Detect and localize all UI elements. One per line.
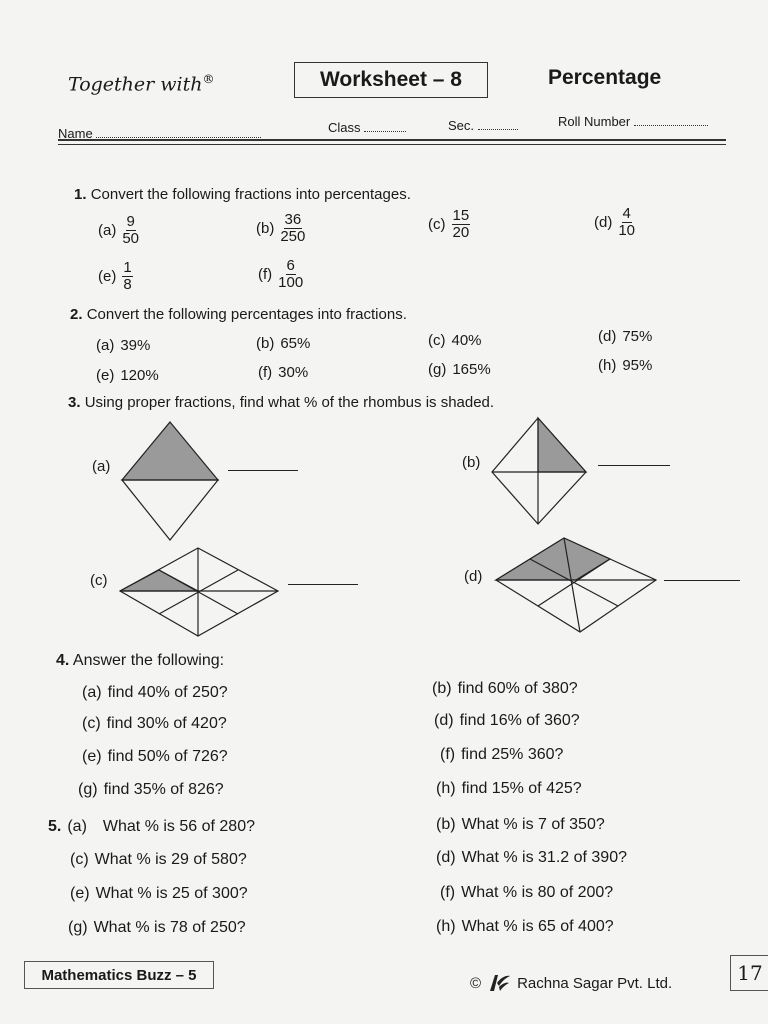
q1-item-c xyxy=(428,208,470,241)
fraction xyxy=(122,214,139,247)
item-label: (f) xyxy=(258,364,273,381)
fraction xyxy=(618,206,635,239)
q1-item-b xyxy=(256,212,305,245)
class-label: Class xyxy=(328,120,361,135)
item-text: What % is 29 of 580? xyxy=(94,851,247,868)
numerator: 6 xyxy=(286,257,295,274)
q4-item-g xyxy=(78,781,224,799)
item-label: (b) xyxy=(436,816,456,833)
item-label: (e) xyxy=(82,748,102,765)
item-label: (a) xyxy=(82,684,102,701)
denominator: 10 xyxy=(618,222,636,239)
item-value: 165% xyxy=(452,361,491,378)
worksheet-title: Worksheet – 8 xyxy=(294,62,488,98)
roll-field[interactable] xyxy=(558,114,708,129)
item-text: What % is 25 of 300? xyxy=(95,885,248,902)
shaded-region xyxy=(122,422,218,480)
q5-item-h xyxy=(436,918,614,936)
name-label: Name xyxy=(58,126,93,141)
unshaded-region xyxy=(122,480,218,540)
item-label: (d) xyxy=(598,328,617,345)
item-text: find 40% of 250? xyxy=(107,684,228,701)
sec-label: Sec. xyxy=(448,118,475,133)
item-label: (e) xyxy=(98,268,117,285)
q4-item-a xyxy=(82,684,228,702)
brand-logo xyxy=(68,72,215,95)
question-4 xyxy=(56,652,224,670)
fraction xyxy=(278,258,303,291)
q3-label-b: (b) xyxy=(462,454,481,471)
question-text: Convert the following percentages into fractions. xyxy=(86,306,407,323)
denominator: 20 xyxy=(452,224,470,241)
answer-blank-b[interactable] xyxy=(598,465,670,466)
q5-item-a xyxy=(48,818,255,836)
item-label: (e) xyxy=(70,885,90,902)
topic-title: Percentage xyxy=(548,66,662,89)
item-label: (h) xyxy=(436,780,456,797)
item-label: (a) xyxy=(96,337,115,354)
q2-item-a xyxy=(96,337,150,354)
item-label: (a) xyxy=(67,818,87,835)
question-1 xyxy=(74,186,411,203)
q5-item-e xyxy=(70,885,248,903)
q5-item-g xyxy=(68,919,246,937)
item-label: (c) xyxy=(70,851,89,868)
shaded-region xyxy=(120,570,198,591)
question-number: 2. xyxy=(70,306,83,323)
item-text: What % is 7 of 350? xyxy=(461,816,605,833)
item-value: 39% xyxy=(120,337,151,354)
item-text: What % is 80 of 200? xyxy=(461,884,614,901)
item-text: find 15% of 425? xyxy=(461,780,582,797)
q4-item-e xyxy=(82,748,228,766)
item-value: 40% xyxy=(451,332,482,349)
numerator: 36 xyxy=(284,211,302,228)
rhombus-a xyxy=(120,420,220,542)
q4-item-f xyxy=(440,746,563,764)
fraction xyxy=(122,260,132,293)
q5-item-f xyxy=(440,884,613,902)
rhombus-b xyxy=(490,416,590,526)
question-number: 5. xyxy=(48,818,62,835)
q4-item-d xyxy=(434,712,580,730)
numerator: 4 xyxy=(622,205,631,222)
item-text: find 16% of 360? xyxy=(459,712,580,729)
question-text: Convert the following fractions into percentages. xyxy=(90,186,411,203)
class-blank[interactable] xyxy=(364,120,406,132)
question-text: Using proper fractions, find what % of the rhombus is shaded. xyxy=(84,394,495,411)
item-text: find 30% of 420? xyxy=(106,715,227,732)
header-rule xyxy=(58,139,726,141)
item-label: (f) xyxy=(258,266,273,283)
publisher xyxy=(470,973,672,993)
item-label: (c) xyxy=(428,216,446,233)
sec-field[interactable] xyxy=(448,118,518,133)
name-blank[interactable] xyxy=(96,126,261,138)
item-value: 95% xyxy=(622,357,653,374)
denominator: 8 xyxy=(123,276,132,293)
item-label: (d) xyxy=(434,712,454,729)
brand-text: Together with xyxy=(68,73,203,96)
publisher-name: Rachna Sagar Pvt. Ltd. xyxy=(517,974,673,992)
class-field[interactable] xyxy=(328,120,406,135)
answer-blank-a[interactable] xyxy=(228,470,298,471)
q2-item-e xyxy=(96,367,159,384)
denominator: 50 xyxy=(122,230,140,247)
sec-blank[interactable] xyxy=(478,118,518,130)
item-label: (h) xyxy=(598,357,617,374)
roll-label: Roll Number xyxy=(558,114,631,129)
q1-item-f xyxy=(258,258,303,291)
item-label: (g) xyxy=(428,361,447,378)
question-3 xyxy=(68,394,494,411)
item-label: (g) xyxy=(78,781,98,798)
q4-item-b xyxy=(432,680,578,698)
numerator: 9 xyxy=(126,213,135,230)
item-label: (d) xyxy=(594,214,613,231)
item-label: (f) xyxy=(440,884,456,901)
q2-item-g xyxy=(428,361,491,378)
item-text: What % is 31.2 of 390? xyxy=(461,849,627,866)
item-text: find 50% of 726? xyxy=(107,748,228,765)
item-value: 65% xyxy=(280,335,311,352)
numerator: 1 xyxy=(123,259,132,276)
page-number: 17 xyxy=(730,955,768,991)
question-number: 3. xyxy=(68,394,81,411)
item-label: (b) xyxy=(432,680,452,697)
shaded-region xyxy=(538,418,586,472)
question-2 xyxy=(70,306,407,323)
item-text: find 35% of 826? xyxy=(103,781,224,798)
item-value: 30% xyxy=(278,364,309,381)
question-number: 4. xyxy=(56,652,70,669)
q2-item-h xyxy=(598,357,652,374)
rhombus-c xyxy=(118,546,280,638)
item-text: What % is 78 of 250? xyxy=(93,919,246,936)
q5-item-d xyxy=(436,849,627,867)
item-value: 120% xyxy=(120,367,159,384)
q4-item-c xyxy=(82,715,227,733)
answer-blank-d[interactable] xyxy=(664,580,740,581)
series-title: Mathematics Buzz – 5 xyxy=(24,961,214,989)
shaded-region xyxy=(496,538,610,580)
item-label: (f) xyxy=(440,746,456,763)
copyright-symbol: © xyxy=(470,974,482,992)
q1-item-a xyxy=(98,214,139,247)
q4-item-h xyxy=(436,780,582,798)
item-label: (h) xyxy=(436,918,456,935)
item-label: (a) xyxy=(98,222,117,239)
question-text: Answer the following: xyxy=(72,652,225,669)
item-label: (c) xyxy=(428,332,446,349)
denominator: 250 xyxy=(280,228,306,245)
q1-item-d xyxy=(594,206,635,239)
item-value: 75% xyxy=(622,328,653,345)
q2-item-f xyxy=(258,364,308,381)
item-label: (c) xyxy=(82,715,101,732)
item-label: (g) xyxy=(68,919,88,936)
item-text: find 25% 360? xyxy=(461,746,564,763)
q3-label-d: (d) xyxy=(464,568,483,585)
roll-blank[interactable] xyxy=(634,114,708,126)
item-text: What % is 65 of 400? xyxy=(461,918,614,935)
fraction xyxy=(452,208,471,241)
q2-item-d xyxy=(598,328,652,345)
item-text: What % is 56 of 280? xyxy=(102,818,255,835)
answer-blank-c[interactable] xyxy=(288,584,358,585)
fraction xyxy=(280,212,305,245)
q2-item-c xyxy=(428,332,482,349)
q3-label-c: (c) xyxy=(90,572,108,589)
q3-label-a: (a) xyxy=(92,458,111,475)
item-label: (b) xyxy=(256,335,275,352)
denominator: 100 xyxy=(278,274,304,291)
q1-item-e xyxy=(98,260,133,293)
q5-item-b xyxy=(436,816,605,834)
item-label: (d) xyxy=(436,849,456,866)
rhombus-d xyxy=(494,536,658,634)
item-text: find 60% of 380? xyxy=(457,680,578,697)
header-rule-thin xyxy=(58,144,726,145)
registered-mark: ® xyxy=(202,72,215,86)
q5-item-c xyxy=(70,851,247,869)
item-label: (b) xyxy=(256,220,275,237)
publisher-logo-icon xyxy=(487,973,511,993)
numerator: 15 xyxy=(452,207,470,224)
q2-item-b xyxy=(256,335,310,352)
item-label: (e) xyxy=(96,367,115,384)
question-number: 1. xyxy=(74,186,87,203)
